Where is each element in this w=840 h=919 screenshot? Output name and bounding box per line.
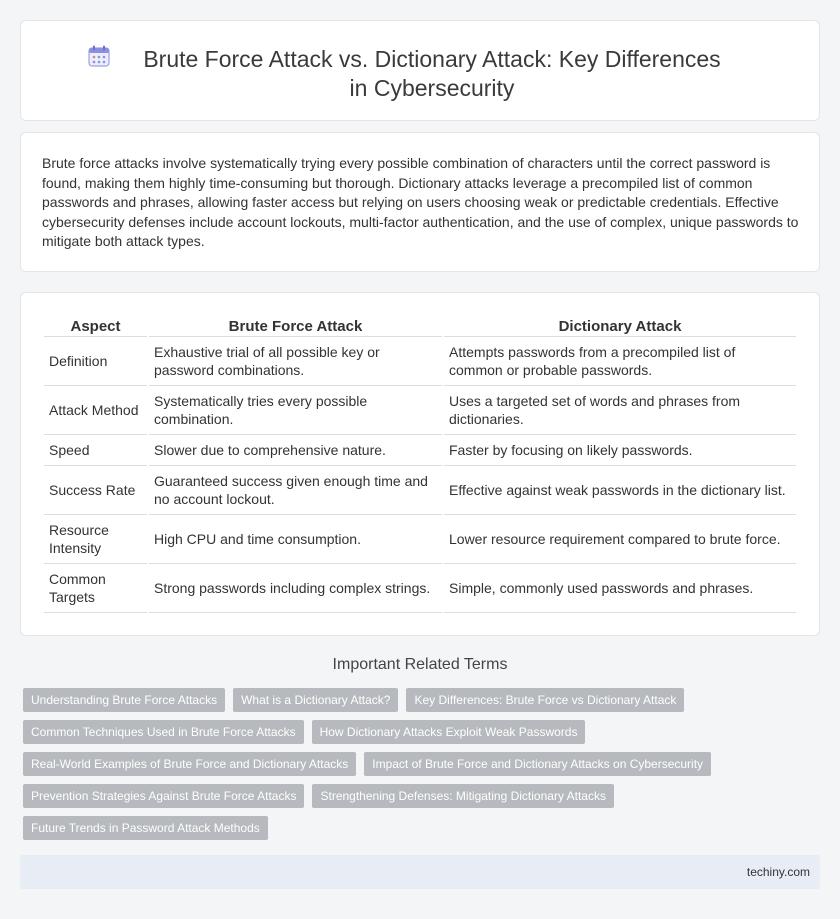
table-cell: Strong passwords including complex strings. <box>149 564 442 613</box>
related-term-tag[interactable]: Prevention Strategies Against Brute Force Attacks <box>23 784 304 808</box>
title-card <box>20 20 820 121</box>
table-cell: Common Targets <box>44 564 147 613</box>
comparison-table <box>42 315 798 613</box>
related-term-tag[interactable]: How Dictionary Attacks Exploit Weak Passwords <box>312 720 586 744</box>
table-row <box>44 564 796 613</box>
comparison-card <box>20 292 820 636</box>
related-term-tag[interactable]: Common Techniques Used in Brute Force Attacks <box>23 720 304 744</box>
related-terms-list <box>23 688 723 848</box>
table-cell: High CPU and time consumption. <box>149 515 442 564</box>
table-cell: Simple, commonly used passwords and phrases. <box>444 564 796 613</box>
intro-paragraph: Brute force attacks involve systematically trying every possible combination of characters until the correct password is found, making them highly time-consuming but thorough. Dictionary attacks leverage a precompiled list of common passwords and phrases, allowing faster access but relying on users choosing weak or predictable credentials. Effective cybersecurity defenses include account lockouts, multi-factor authentication, and the use of complex, unique passwords to mitigate both attack types. <box>42 155 799 249</box>
intro-card <box>20 132 820 272</box>
table-cell: Systematically tries every possible combination. <box>149 386 442 435</box>
table-cell: Definition <box>44 337 147 386</box>
table-cell: Uses a targeted set of words and phrases from dictionaries. <box>444 386 796 435</box>
table-cell: Slower due to comprehensive nature. <box>149 435 442 466</box>
page-title: Brute Force Attack vs. Dictionary Attack: Key Differences in Cybersecurity <box>143 46 721 101</box>
related-term-tag[interactable]: Understanding Brute Force Attacks <box>23 688 225 712</box>
related-term-tag[interactable]: Real-World Examples of Brute Force and Dictionary Attacks <box>23 752 356 776</box>
table-cell: Faster by focusing on likely passwords. <box>444 435 796 466</box>
tag-row <box>23 816 723 840</box>
related-term-tag[interactable]: What is a Dictionary Attack? <box>233 688 398 712</box>
header-brute-force: Brute Force Attack <box>149 315 442 337</box>
related-term-tag[interactable]: Future Trends in Password Attack Methods <box>23 816 268 840</box>
related-term-tag[interactable]: Impact of Brute Force and Dictionary Attacks on Cybersecurity <box>364 752 711 776</box>
table-cell: Attack Method <box>44 386 147 435</box>
table-cell: Success Rate <box>44 466 147 515</box>
related-term-tag[interactable]: Key Differences: Brute Force vs Dictionary Attack <box>406 688 684 712</box>
table-row <box>44 337 796 386</box>
table-cell: Lower resource requirement compared to brute force. <box>444 515 796 564</box>
table-cell: Guaranteed success given enough time and no account lockout. <box>149 466 442 515</box>
table-cell: Speed <box>44 435 147 466</box>
table-header-row <box>44 315 796 337</box>
tag-row <box>23 720 723 744</box>
tag-row <box>23 784 723 808</box>
table-cell: Resource Intensity <box>44 515 147 564</box>
table-cell: Exhaustive trial of all possible key or password combinations. <box>149 337 442 386</box>
table-row <box>44 466 796 515</box>
table-row <box>44 435 796 466</box>
table-row <box>44 515 796 564</box>
footer <box>20 855 820 889</box>
tag-row <box>23 688 723 712</box>
header-aspect: Aspect <box>44 315 147 337</box>
related-terms-title: Important Related Terms <box>332 656 508 673</box>
header-dictionary: Dictionary Attack <box>444 315 796 337</box>
table-row <box>44 386 796 435</box>
footer-brand[interactable]: techiny.com <box>746 865 810 879</box>
table-cell: Attempts passwords from a precompiled list of common or probable passwords. <box>444 337 796 386</box>
related-term-tag[interactable]: Strengthening Defenses: Mitigating Dictionary Attacks <box>312 784 613 808</box>
table-cell: Effective against weak passwords in the dictionary list. <box>444 466 796 515</box>
tag-row <box>23 752 723 776</box>
